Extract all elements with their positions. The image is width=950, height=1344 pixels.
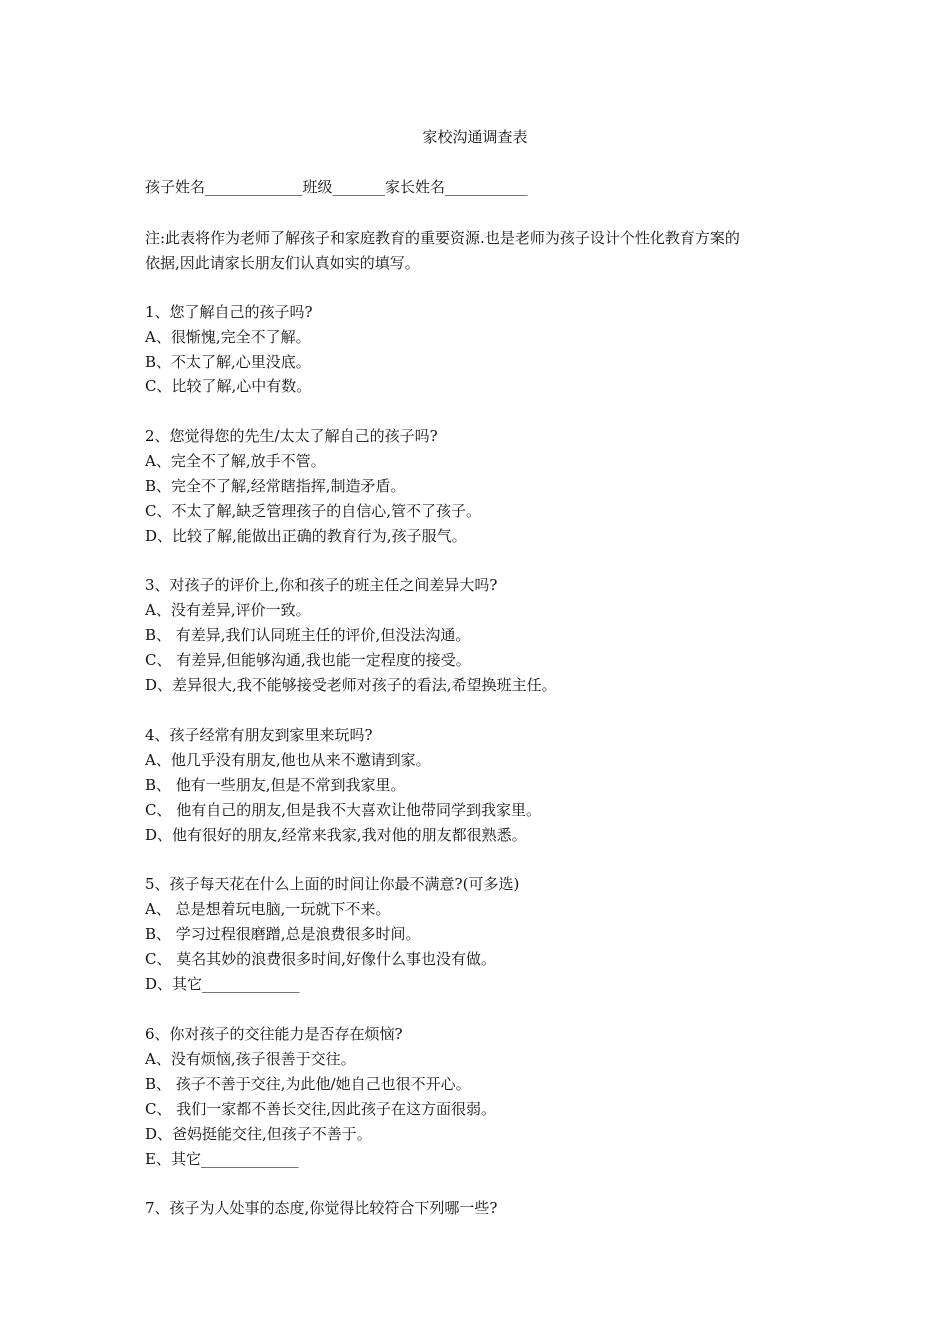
question-2-option-b: B、完全不了解,经常瞎指挥,制造矛盾。 — [145, 477, 406, 495]
question-4-option-c: C、 他有自己的朋友,但是我不大喜欢让他带同学到我家里。 — [145, 801, 542, 819]
question-4-option-b: B、 他有一些朋友,但是不常到我家里。 — [145, 776, 406, 794]
question-5-option-d: D、其它_____________ — [145, 975, 300, 993]
question-4-option-d: D、他有很好的朋友,经常来我家,我对他的朋友都很熟悉。 — [145, 826, 527, 844]
question-7: 7、孩子为人处事的态度,你觉得比较符合下列哪一些? — [145, 1199, 498, 1217]
question-3-option-d: D、差异很大,我不能够接受老师对孩子的看法,希望换班主任。 — [145, 676, 557, 694]
question-6-option-d: D、爸妈挺能交往,但孩子不善于。 — [145, 1125, 372, 1143]
question-3-option-c: C、 有差异,但能够沟通,我也能一定程度的接受。 — [145, 651, 471, 669]
note-line-2: 依据,因此请家长朋友们认真如实的填写。 — [145, 254, 420, 272]
question-6-option-b: B、 孩子不善于交往,为此他/她自己也很不开心。 — [145, 1075, 471, 1093]
question-5: 5、孩子每天花在什么上面的时间让你最不满意?(可多选) — [145, 875, 520, 893]
question-1-option-b: B、不太了解,心里没底。 — [145, 353, 311, 371]
question-1: 1、您了解自己的孩子吗? — [145, 303, 313, 321]
question-6-option-c: C、 我们一家都不善长交往,因此孩子在这方面很弱。 — [145, 1100, 497, 1118]
question-5-option-a: A、 总是想着玩电脑,一玩就下不来。 — [145, 900, 391, 918]
info-line: 孩子姓名_____________班级_______家长姓名___________ — [145, 178, 528, 196]
question-2-option-c: C、不太了解,缺乏管理孩子的自信心,管不了孩子。 — [145, 502, 482, 520]
question-5-option-c: C、 莫名其妙的浪费很多时间,好像什么事也没有做。 — [145, 950, 497, 968]
question-6-option-e: E、其它_____________ — [145, 1150, 299, 1168]
note-line-1: 注:此表将作为老师了解孩子和家庭教育的重要资源.也是老师为孩子设计个性化教育方案的 — [145, 229, 740, 247]
question-1-option-c: C、比较了解,心中有数。 — [145, 377, 312, 395]
document-title: 家校沟通调查表 — [422, 128, 528, 146]
question-6: 6、你对孩子的交往能力是否存在烦恼? — [145, 1025, 403, 1043]
question-5-option-b: B、 学习过程很磨蹭,总是浪费很多时间。 — [145, 925, 421, 943]
question-2-option-a: A、完全不了解,放手不管。 — [145, 452, 326, 470]
question-6-option-a: A、没有烦恼,孩子很善于交往。 — [145, 1050, 356, 1068]
question-3-option-a: A、没有差异,评价一致。 — [145, 601, 311, 619]
question-2-option-d: D、比较了解,能做出正确的教育行为,孩子服气。 — [145, 527, 467, 545]
question-2: 2、您觉得您的先生/太太了解自己的孩子吗? — [145, 427, 438, 445]
question-3: 3、对孩子的评价上,你和孩子的班主任之间差异大吗? — [145, 576, 498, 594]
question-4-option-a: A、他几乎没有朋友,他也从来不邀请到家。 — [145, 751, 431, 769]
question-4: 4、孩子经常有朋友到家里来玩吗? — [145, 726, 373, 744]
question-1-option-a: A、很惭愧,完全不了解。 — [145, 328, 311, 346]
question-3-option-b: B、 有差异,我们认同班主任的评价,但没法沟通。 — [145, 626, 471, 644]
